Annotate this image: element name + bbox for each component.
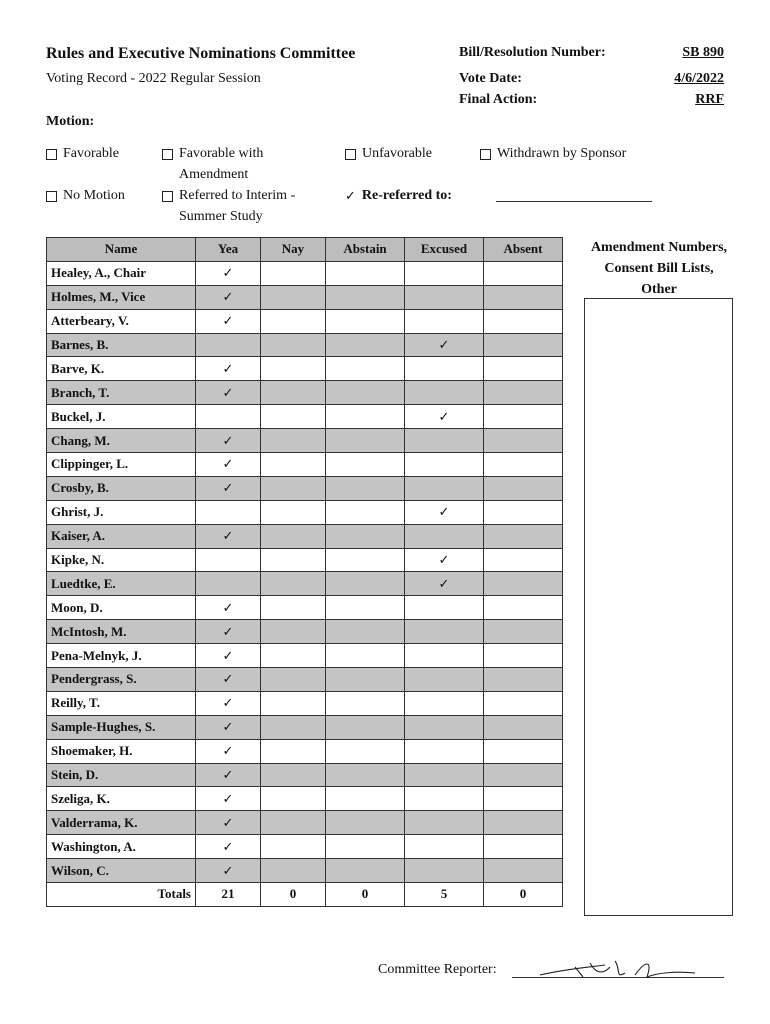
motion-option-favorable-amendment[interactable] [162,143,302,185]
vote-cell-excused [405,309,484,333]
vote-cell-nay [261,476,326,500]
vote-cell-absent [484,500,563,524]
vote-cell-nay [261,524,326,548]
vote-cell-yea [196,691,261,715]
vote-cell-absent [484,285,563,309]
vote-cell-abstain [326,429,405,453]
vote-cell-yea [196,763,261,787]
member-name: Clippinger, L. [47,453,196,477]
session-subtitle: Voting Record - 2022 Regular Session [46,71,261,86]
option-label: Unfavorable [362,146,432,161]
vote-cell-absent [484,333,563,357]
column-header-name: Name [47,238,196,262]
reporter-signature [535,955,705,983]
vote-cell-abstain [326,381,405,405]
member-name: Barnes, B. [47,333,196,357]
vote-date-value: 4/6/2022 [674,71,724,86]
column-header-absent: Absent [484,238,563,262]
vote-cell-absent [484,524,563,548]
member-name: Chang, M. [47,429,196,453]
vote-cell-yea [196,309,261,333]
table-row [47,453,563,477]
vote-cell-excused [405,285,484,309]
vote-cell-absent [484,309,563,333]
total-abstain: 0 [326,883,405,907]
table-row [47,524,563,548]
bill-number-value: SB 890 [682,45,724,60]
checkbox-icon [46,191,57,202]
amendment-heading [584,237,734,300]
checkbox-icon [46,149,57,160]
vote-cell-yea [196,500,261,524]
table-row [47,668,563,692]
vote-cell-nay [261,620,326,644]
table-row [47,859,563,883]
vote-cell-excused [405,548,484,572]
vote-cell-nay [261,500,326,524]
totals-label: Totals [47,883,196,907]
table-row [47,620,563,644]
vote-cell-nay [261,405,326,429]
table-body [47,261,563,882]
motion-label: Motion: [46,114,95,129]
table-row [47,691,563,715]
vote-cell-absent [484,453,563,477]
vote-cell-abstain [326,763,405,787]
table-row [47,429,563,453]
vote-cell-nay [261,548,326,572]
vote-cell-yea [196,859,261,883]
table-row [47,596,563,620]
vote-cell-nay [261,739,326,763]
checkmark-icon: ✓ [222,767,234,783]
vote-cell-excused [405,811,484,835]
checkmark-icon: ✓ [222,432,234,448]
member-name: Atterbeary, V. [47,309,196,333]
vote-cell-yea [196,572,261,596]
vote-cell-absent [484,691,563,715]
checkmark-icon: ✓ [222,384,234,400]
option-label: Referred to Interim - Summer Study [179,188,296,224]
vote-cell-nay [261,357,326,381]
vote-cell-nay [261,261,326,285]
total-excused: 5 [405,883,484,907]
vote-cell-nay [261,835,326,859]
final-action-value: RRF [695,92,724,107]
vote-cell-excused [405,715,484,739]
member-name: Valderrama, K. [47,811,196,835]
member-name: Kipke, N. [47,548,196,572]
vote-cell-excused [405,787,484,811]
checkmark-icon: ✓ [222,456,234,472]
checkmark-icon: ✓ [222,360,234,376]
motion-option-rereferred[interactable] [345,185,452,206]
table-row [47,309,563,333]
checkmark-icon: ✓ [438,552,450,568]
vote-cell-excused [405,333,484,357]
vote-cell-excused [405,261,484,285]
vote-cell-excused [405,763,484,787]
vote-cell-yea [196,835,261,859]
vote-cell-absent [484,644,563,668]
member-name: Wilson, C. [47,859,196,883]
vote-cell-excused [405,835,484,859]
vote-cell-excused [405,524,484,548]
table-row [47,500,563,524]
motion-option-interim-study[interactable] [162,185,322,227]
member-name: Pendergrass, S. [47,668,196,692]
option-label: No Motion [63,188,125,203]
vote-cell-yea [196,381,261,405]
vote-cell-absent [484,739,563,763]
vote-cell-absent [484,787,563,811]
checkbox-icon [162,149,173,160]
vote-cell-abstain [326,668,405,692]
checkmark-icon: ✓ [222,671,234,687]
member-name: Szeliga, K. [47,787,196,811]
checkmark-icon: ✓ [438,575,450,591]
amendment-heading-line: Consent Bill Lists, [604,261,714,276]
motion-option-withdrawn[interactable] [480,143,626,164]
checkmark-icon: ✓ [222,695,234,711]
vote-cell-abstain [326,835,405,859]
vote-date-label: Vote Date: [459,71,522,86]
column-header-excused: Excused [405,238,484,262]
vote-cell-absent [484,763,563,787]
option-label: Favorable [63,146,119,161]
vote-cell-excused [405,381,484,405]
bill-number-label: Bill/Resolution Number: [459,45,606,60]
member-name: Sample-Hughes, S. [47,715,196,739]
vote-cell-abstain [326,811,405,835]
vote-cell-nay [261,859,326,883]
member-name: Branch, T. [47,381,196,405]
vote-cell-nay [261,691,326,715]
vote-cell-abstain [326,476,405,500]
checkmark-icon: ✓ [222,790,234,806]
vote-cell-absent [484,261,563,285]
vote-cell-nay [261,763,326,787]
vote-cell-abstain [326,859,405,883]
vote-cell-excused [405,500,484,524]
table-header-row [47,238,563,262]
vote-cell-nay [261,309,326,333]
vote-cell-yea [196,405,261,429]
member-name: Reilly, T. [47,691,196,715]
vote-cell-nay [261,644,326,668]
vote-cell-excused [405,596,484,620]
table-row [47,381,563,405]
vote-cell-absent [484,859,563,883]
vote-cell-abstain [326,333,405,357]
vote-cell-excused [405,429,484,453]
member-name: Shoemaker, H. [47,739,196,763]
table-row [47,333,563,357]
vote-cell-yea [196,596,261,620]
checkmark-icon: ✓ [222,623,234,639]
vote-cell-abstain [326,548,405,572]
checkmark-icon: ✓ [222,743,234,759]
vote-cell-nay [261,787,326,811]
final-action-label: Final Action: [459,92,538,107]
vote-cell-yea [196,333,261,357]
table-row [47,835,563,859]
member-name: Ghrist, J. [47,500,196,524]
vote-cell-absent [484,715,563,739]
checkmark-icon: ✓ [222,838,234,854]
vote-cell-nay [261,668,326,692]
option-label: Re-referred to: [361,188,452,203]
table-row [47,476,563,500]
checkbox-icon [345,149,356,160]
vote-cell-yea [196,453,261,477]
vote-cell-abstain [326,524,405,548]
column-header-abstain: Abstain [326,238,405,262]
vote-cell-absent [484,476,563,500]
vote-cell-abstain [326,309,405,333]
member-name: Stein, D. [47,763,196,787]
vote-cell-abstain [326,405,405,429]
column-header-nay: Nay [261,238,326,262]
checkmark-icon: ✓ [222,719,234,735]
table-row [47,261,563,285]
vote-cell-abstain [326,596,405,620]
option-label: Withdrawn by Sponsor [497,146,627,161]
column-header-yea: Yea [196,238,261,262]
table-row [47,357,563,381]
vote-cell-nay [261,596,326,620]
vote-cell-abstain [326,500,405,524]
vote-cell-absent [484,811,563,835]
voting-record-table [46,237,563,907]
vote-cell-excused [405,691,484,715]
vote-cell-yea [196,285,261,309]
vote-cell-yea [196,620,261,644]
vote-cell-abstain [326,739,405,763]
vote-cell-excused [405,739,484,763]
member-name: Luedtke, E. [47,572,196,596]
checkmark-icon: ✓ [438,337,450,352]
table-row [47,405,563,429]
vote-cell-excused [405,572,484,596]
vote-cell-yea [196,429,261,453]
checkmark-icon: ✓ [222,265,234,281]
table-row [47,763,563,787]
checkmark-icon: ✓ [222,647,234,663]
table-row [47,285,563,309]
vote-cell-yea [196,476,261,500]
vote-cell-yea [196,811,261,835]
vote-cell-absent [484,572,563,596]
table-row [47,811,563,835]
vote-cell-absent [484,357,563,381]
checkmark-icon: ✓ [222,480,234,496]
checkmark-icon: ✓ [222,528,234,544]
vote-cell-excused [405,453,484,477]
member-name: Barve, K. [47,357,196,381]
member-name: Crosby, B. [47,476,196,500]
vote-cell-nay [261,715,326,739]
vote-cell-abstain [326,261,405,285]
table-row [47,572,563,596]
checkbox-icon [162,191,173,202]
member-name: Holmes, M., Vice [47,285,196,309]
member-name: Kaiser, A. [47,524,196,548]
member-name: Buckel, J. [47,405,196,429]
motion-option-unfavorable[interactable] [345,143,432,164]
member-name: McIntosh, M. [47,620,196,644]
vote-cell-absent [484,668,563,692]
vote-cell-yea [196,357,261,381]
amendment-notes-box [584,298,733,916]
vote-cell-yea [196,524,261,548]
vote-cell-nay [261,333,326,357]
member-name: Pena-Melnyk, J. [47,644,196,668]
checkbox-icon [480,149,491,160]
vote-cell-excused [405,476,484,500]
vote-cell-absent [484,548,563,572]
vote-cell-yea [196,739,261,763]
vote-cell-yea [196,668,261,692]
totals-row [47,883,563,907]
table-row [47,548,563,572]
vote-cell-excused [405,357,484,381]
vote-cell-absent [484,405,563,429]
vote-cell-excused [405,620,484,644]
vote-cell-abstain [326,644,405,668]
vote-cell-yea [196,787,261,811]
vote-cell-excused [405,668,484,692]
vote-cell-excused [405,859,484,883]
checkmark-icon: ✓ [438,408,450,424]
checkmark-icon: ✓ [222,289,234,305]
vote-cell-abstain [326,357,405,381]
vote-cell-abstain [326,787,405,811]
vote-cell-yea [196,715,261,739]
member-name: Moon, D. [47,596,196,620]
total-absent: 0 [484,883,563,907]
checkmark-icon: ✓ [222,599,234,615]
checkmark-icon: ✓ [222,862,234,878]
total-yea: 21 [196,883,261,907]
vote-cell-abstain [326,691,405,715]
vote-cell-abstain [326,715,405,739]
vote-cell-abstain [326,620,405,644]
vote-cell-absent [484,835,563,859]
motion-option-favorable[interactable] [46,143,119,164]
vote-cell-nay [261,381,326,405]
committee-reporter-label: Committee Reporter: [378,962,497,977]
table-row [47,739,563,763]
vote-cell-abstain [326,453,405,477]
member-name: Healey, A., Chair [47,261,196,285]
vote-cell-absent [484,596,563,620]
motion-option-no-motion[interactable] [46,185,125,206]
vote-cell-excused [405,644,484,668]
vote-cell-yea [196,644,261,668]
total-nay: 0 [261,883,326,907]
checkmark-icon: ✓ [222,814,234,830]
vote-cell-excused [405,405,484,429]
checkmark-icon: ✓ [438,504,450,520]
table-row [47,787,563,811]
vote-cell-nay [261,285,326,309]
checkmark-icon: ✓ [345,188,356,203]
table-row [47,644,563,668]
vote-cell-abstain [326,285,405,309]
vote-cell-abstain [326,572,405,596]
rereferred-blank-line [496,201,652,202]
member-name: Washington, A. [47,835,196,859]
checkmark-icon: ✓ [222,313,234,329]
vote-cell-absent [484,429,563,453]
committee-title: Rules and Executive Nominations Committee [46,45,356,62]
vote-cell-nay [261,811,326,835]
option-label: Favorable with Amendment [179,146,264,182]
vote-cell-nay [261,572,326,596]
vote-cell-absent [484,620,563,644]
amendment-heading-line: Other [641,282,677,297]
amendment-heading-line: Amendment Numbers, [590,240,728,255]
table-row [47,715,563,739]
vote-cell-nay [261,453,326,477]
vote-cell-yea [196,261,261,285]
vote-cell-yea [196,548,261,572]
vote-cell-absent [484,381,563,405]
vote-cell-nay [261,429,326,453]
